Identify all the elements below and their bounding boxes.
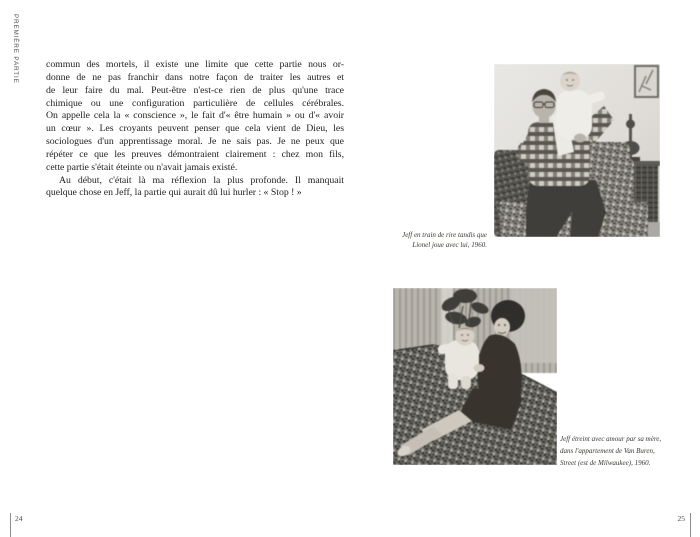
- text-line: cette partie s'était éteinte ou n'avait jamais existé.: [46, 161, 238, 173]
- body-text-block: [46, 59, 344, 200]
- caption-line: Jeff en train de rire tandis que: [402, 231, 487, 239]
- text-line: chimique ou une configuration particulière de cellules cérébrales.: [46, 97, 344, 109]
- text-line: un cœur ». Les croyants peuvent penser que cela vient de Dieu, les: [46, 123, 344, 135]
- text-line: On appelle cela la « conscience », le fait d'« être humain » ou d'« avoir: [46, 110, 344, 122]
- text-line: commun des mortels, il existe une limite que cette partie nous or-: [46, 59, 344, 70]
- photo2-illustration: [393, 288, 557, 465]
- text-line: sociologues d'un apprentissage moral. Je ne sais pas. Je ne peux que: [46, 136, 344, 148]
- text-line: donne de ne pas franchir dans notre façon de traiter les autres et: [46, 71, 344, 83]
- text-line: répéter ce que les preuves démontraient clairement : chez mon fils,: [46, 148, 344, 160]
- page-number-left: 24: [15, 514, 23, 523]
- caption-line: Lionel joue avec lui, 1960.: [412, 241, 487, 249]
- photo-father-holding-baby: [494, 64, 660, 237]
- caption-line: Jeff étreint avec amour par sa mère,: [560, 435, 662, 443]
- caption-line: Street (est de Milwaukee), 1960.: [560, 459, 651, 468]
- text-line: quelque chose en Jeff, la partie qui aurait dû lui hurler : « Stop ! »: [46, 187, 302, 199]
- page-number-right: 25: [677, 514, 685, 523]
- photo2-caption: [560, 433, 690, 470]
- page-edge-rule-right: [690, 513, 691, 537]
- caption-line: dans l'appartement de Van Buren,: [560, 447, 655, 456]
- text-line: Au début, c'était là ma réflexion la plus profonde. Il manquait: [59, 174, 344, 186]
- page-edge-rule-left: [10, 513, 11, 537]
- text-line: de leur faire du mal. Peut-être n'est-ce rien de plus qu'une trace: [46, 84, 344, 96]
- part-header-vertical: PREMIÈRE PARTIE: [12, 14, 19, 84]
- photo1-caption: [327, 230, 487, 250]
- photo-mother-holding-baby: [393, 288, 557, 465]
- photo1-illustration: [494, 64, 660, 237]
